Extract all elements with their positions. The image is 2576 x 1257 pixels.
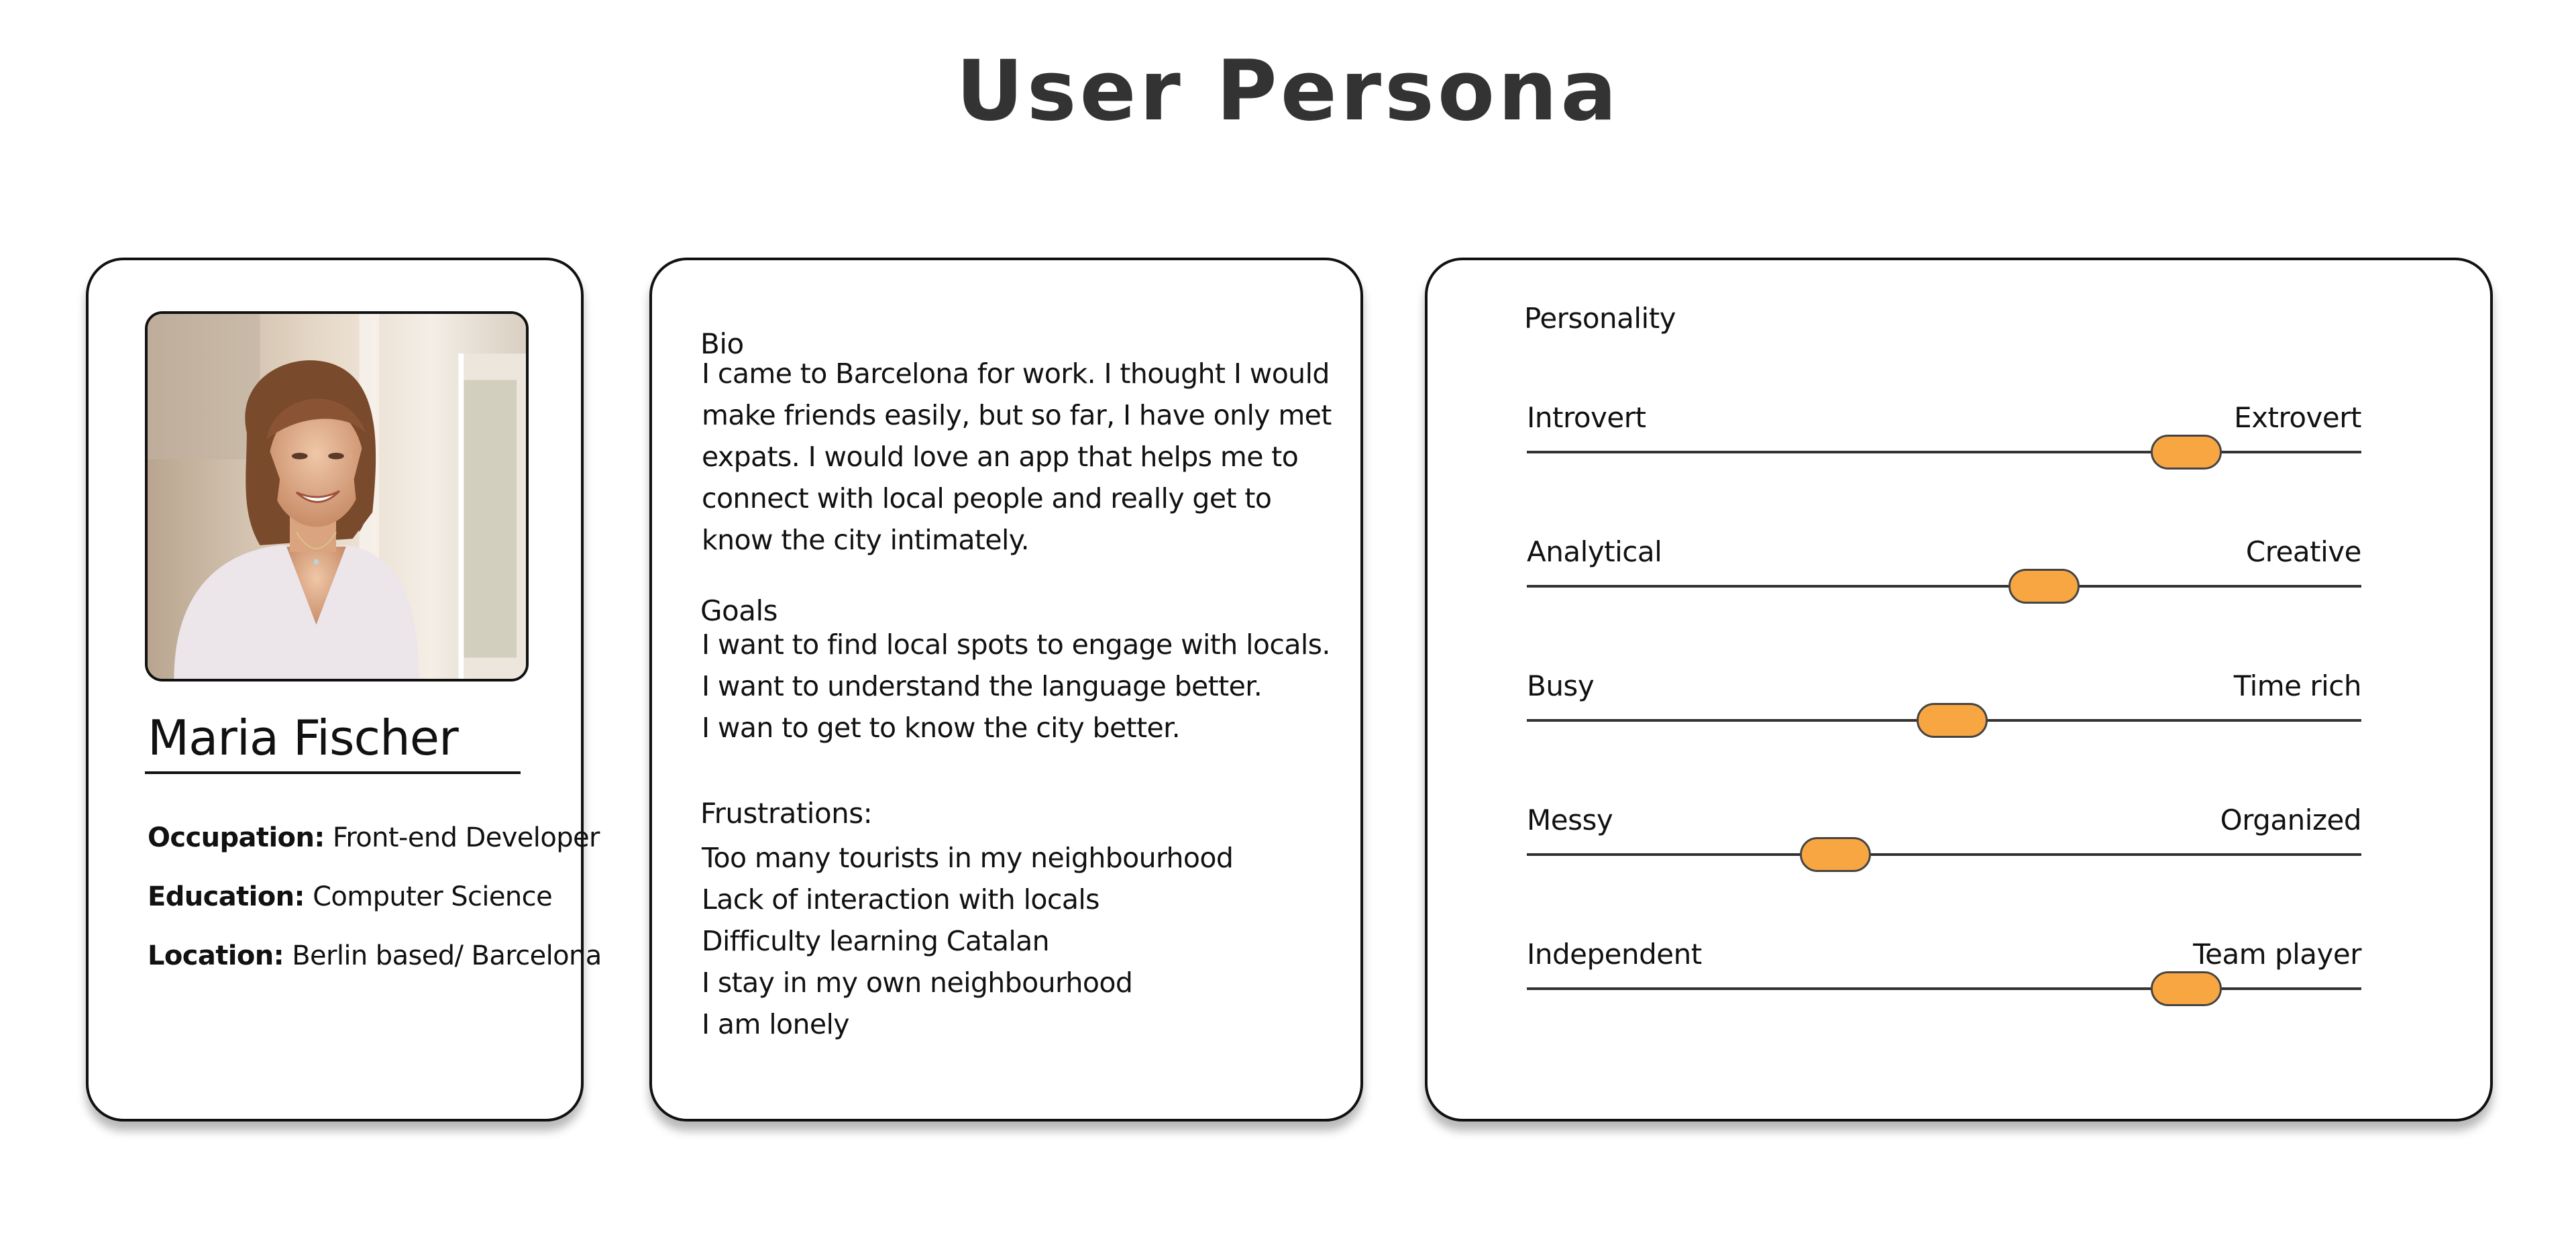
trait-left-label: Busy [1527,669,1595,702]
bio-line: connect with local people and really get to [702,482,1272,514]
trait-analytical-creative [1527,535,2361,596]
occupation-fact [148,822,600,853]
frustration-item: Lack of interaction with locals [702,883,1099,916]
slider-knob[interactable] [2008,569,2080,604]
trait-left-label: Messy [1527,804,1613,836]
bio-line: make friends easily, but so far, I have only met [702,399,1332,431]
slider-track [1527,853,2361,856]
frustration-item: I am lonely [702,1008,849,1040]
slider-knob[interactable] [1917,703,1988,738]
trait-messy-organized [1527,804,2361,864]
slider-knob[interactable] [2151,435,2222,470]
slider-knob[interactable] [2151,971,2222,1006]
occupation-label: Occupation: [148,822,325,853]
bio-line: I came to Barcelona for work. I thought I would [702,358,1330,390]
trait-busy-timerich [1527,669,2361,730]
name-underline [145,771,521,774]
page-title: User Persona [956,43,1620,140]
profile-card [86,258,602,1122]
trait-introvert-extrovert [1527,401,2361,461]
bio-line: know the city intimately. [702,524,1030,556]
trait-left-label: Analytical [1527,535,1662,568]
slider-track [1527,451,2361,453]
trait-right-label: Team player [2193,938,2361,971]
trait-left-label: Introvert [1527,401,1646,434]
location-value: Berlin based/ Barcelona [292,940,602,971]
slider-knob[interactable] [1800,837,1871,872]
personality-card [1425,258,2493,1122]
trait-independent-teamplayer [1527,938,2361,998]
bio-label: Bio [700,327,744,360]
slider-track [1527,987,2361,990]
education-label: Education: [148,881,305,912]
goal-item: I want to understand the language better. [702,670,1263,702]
education-fact [148,881,552,912]
story-card [649,258,1363,1122]
goals-list [702,624,1332,749]
profile-photo [145,311,529,681]
trait-right-label: Creative [2245,535,2361,568]
frustrations-label: Frustrations: [700,797,873,830]
frustration-item: Too many tourists in my neighbourhood [702,842,1234,874]
portrait-image [148,314,526,679]
location-fact [148,940,602,971]
location-label: Location: [148,940,284,971]
trait-right-label: Time rich [2233,669,2361,702]
persona-name: Maria Fischer [148,710,458,766]
slider-track [1527,585,2361,588]
frustrations-list [702,837,1332,1045]
occupation-value: Front-end Developer [332,822,600,853]
bio-text [702,353,1332,561]
bio-line: expats. I would love an app that helps me to [702,441,1299,473]
goal-item: I want to find local spots to engage with locals. [702,628,1330,661]
frustration-item: I stay in my own neighbourhood [702,967,1133,999]
trait-left-label: Independent [1527,938,1702,971]
goals-label: Goals [700,594,778,627]
goal-item: I wan to get to know the city better. [702,712,1181,744]
education-value: Computer Science [313,881,553,912]
trait-right-label: Extrovert [2234,401,2361,434]
trait-right-label: Organized [2220,804,2361,836]
personality-title: Personality [1524,302,1676,335]
frustration-item: Difficulty learning Catalan [702,925,1050,957]
